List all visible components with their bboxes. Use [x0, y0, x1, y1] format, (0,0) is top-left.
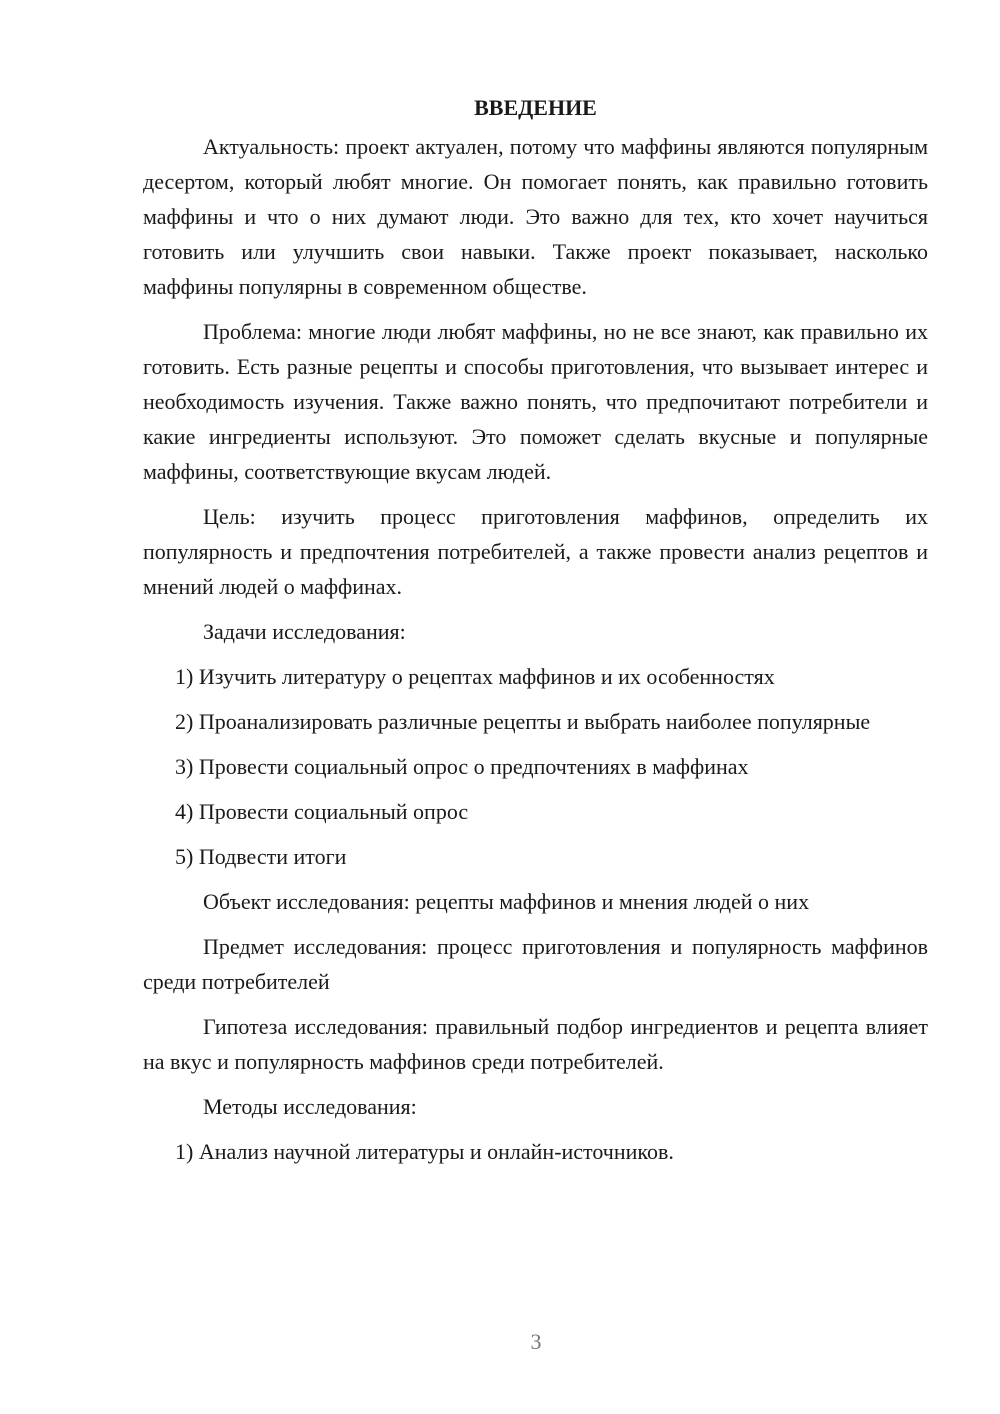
section-heading: ВВЕДЕНИЕ: [474, 95, 597, 120]
page-number: 3: [530, 1329, 542, 1354]
tasks-title: Задачи исследования:: [203, 619, 406, 644]
task-item: 4) Провести социальный опрос: [175, 799, 469, 824]
hypothesis-paragraph: Гипотеза исследования: правильный подбор ингредиентов и рецепта влияет на вкус и популярность маффинов среди потребителей.: [143, 1014, 928, 1074]
task-item: 2) Проанализировать различные рецепты и выбрать наиболее популярные: [175, 709, 871, 734]
subject-paragraph: Предмет исследования: процесс приготовления и популярность маффинов среди потребителей: [143, 934, 928, 994]
task-item: 5) Подвести итоги: [175, 844, 347, 869]
object-paragraph: Объект исследования: рецепты маффинов и мнения людей о них: [203, 889, 810, 914]
task-item: 1) Изучить литературу о рецептах маффинов и их особенностях: [175, 664, 775, 689]
task-item: 3) Провести социальный опрос о предпочтениях в маффинах: [175, 754, 749, 779]
method-item: 1) Анализ научной литературы и онлайн-источников.: [175, 1139, 674, 1164]
relevance-paragraph: Актуальность: проект актуален, потому что маффины являются популярным десертом, который любят многие. Он помогает понять, как правильно готовить маффины и что о них думают люди. Это важно для тех, кто хочет научиться готовить или улучшить свои навыки. Также проект показывает, насколько маффины популярны в современном обществе.: [143, 134, 928, 299]
goal-paragraph: Цель: изучить процесс приготовления маффинов, определить их популярность и предпочтения потребителей, а также провести анализ рецептов и мнений людей о маффинах.: [143, 504, 928, 599]
document-page: [143, 90, 928, 1179]
methods-title: Методы исследования:: [203, 1094, 417, 1119]
problem-paragraph: Проблема: многие люди любят маффины, но не все знают, как правильно их готовить. Есть разные рецепты и способы приготовления, что вызывает интерес и необходимость изучения. Также важно понять, что предпочитают потребители и какие ингредиенты используют. Это поможет сделать вкусные и популярные маффины, соответствующие вкусам людей.: [143, 319, 928, 484]
